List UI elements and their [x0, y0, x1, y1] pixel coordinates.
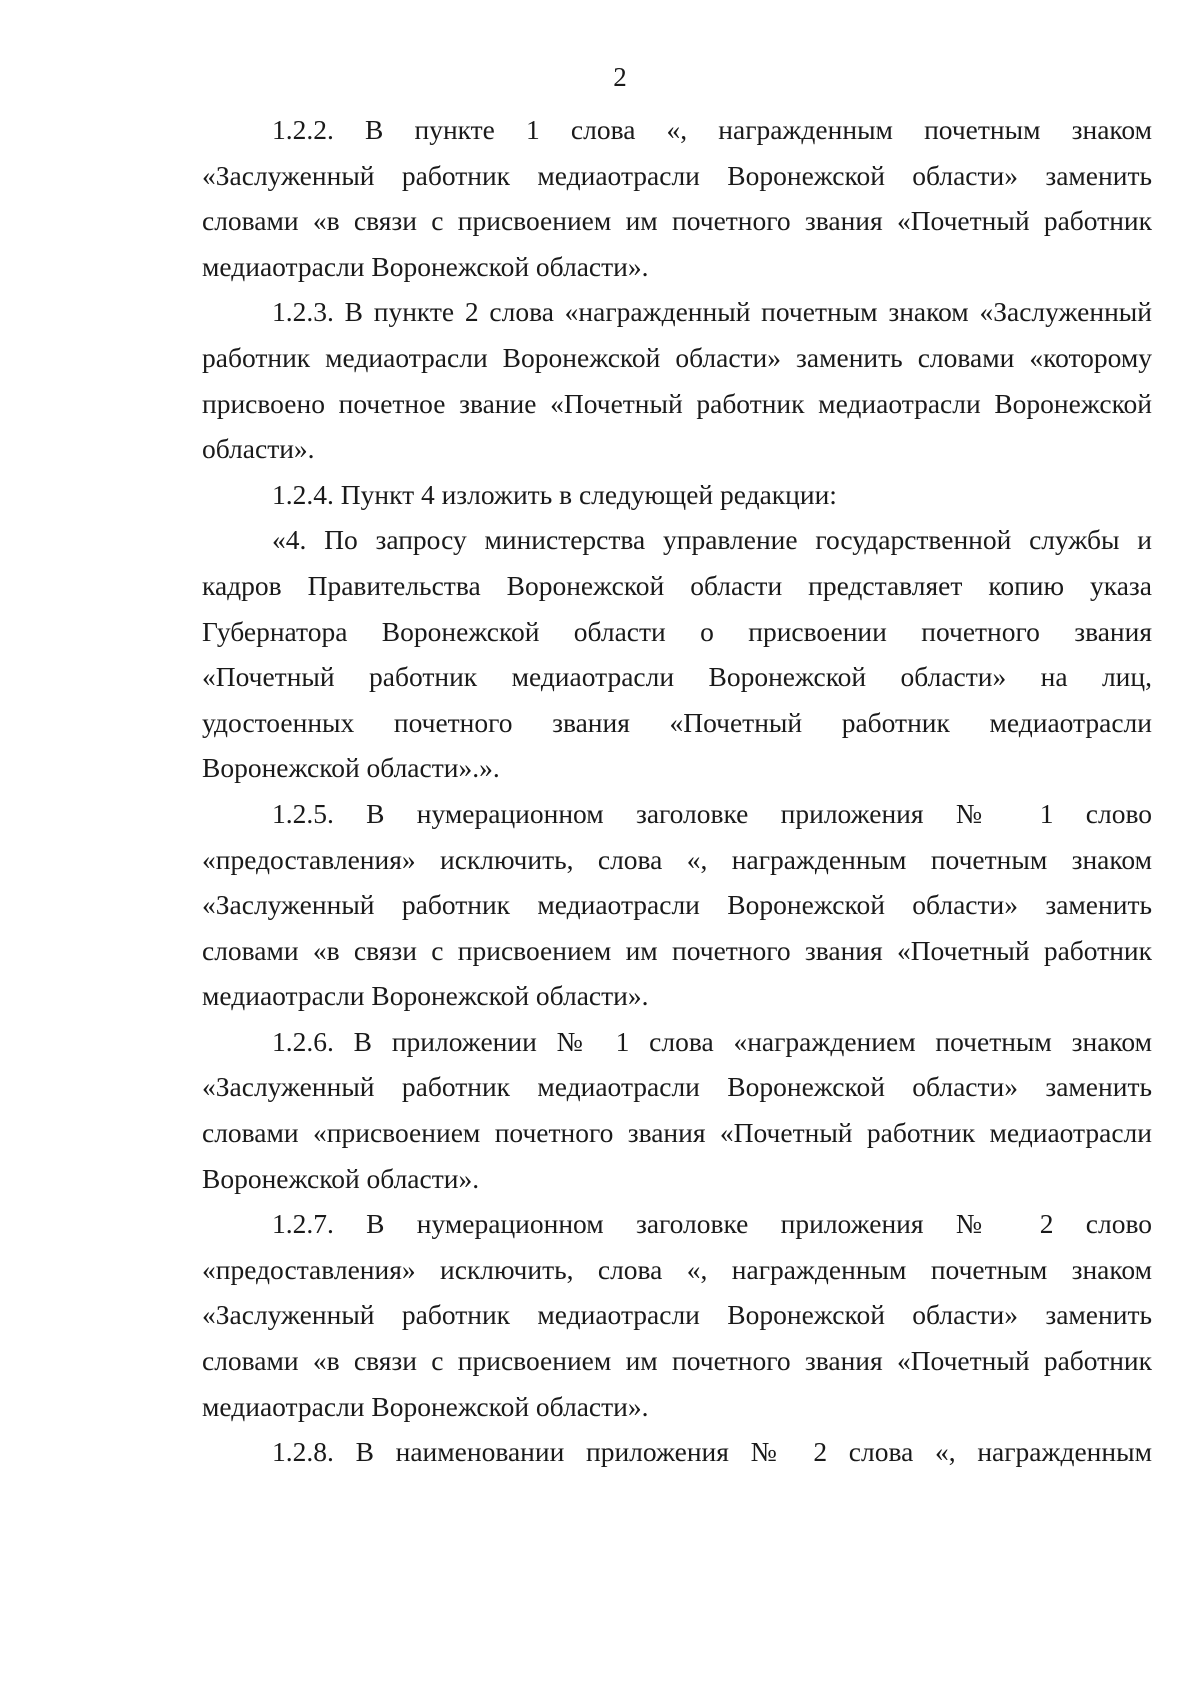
- text-line: «Заслуженный работник медиаотрасли Воронежской области» заменить: [202, 1071, 1152, 1103]
- text-line: «Заслуженный работник медиаотрасли Воронежской области» заменить: [202, 889, 1152, 921]
- text-line: словами «присвоением почетного звания «Почетный работник медиаотрасли: [202, 1117, 1152, 1149]
- text-line: «Заслуженный работник медиаотрасли Воронежской области» заменить: [202, 159, 1152, 191]
- text-line: Воронежской области».: [202, 1162, 480, 1194]
- text-line: «Заслуженный работник медиаотрасли Воронежской области» заменить: [202, 1299, 1152, 1331]
- text-line: 1.2.4. Пункт 4 изложить в следующей редакции:: [272, 478, 837, 510]
- text-line: 1.2.2. В пункте 1 слова «, награжденным почетным знаком: [272, 114, 1152, 145]
- paragraph: [202, 1019, 1152, 1201]
- text-line: медиаотрасли Воронежской области».: [202, 980, 649, 1012]
- paragraph: [202, 517, 1152, 791]
- text-line: кадров Правительства Воронежской области представляет копию указа: [202, 569, 1152, 601]
- text-line: области».: [202, 433, 315, 465]
- text-line: 1.2.7. В нумерационном заголовке приложения № 2 слово: [272, 1208, 1152, 1240]
- text-line: медиаотрасли Воронежской области».: [202, 250, 649, 282]
- text-line: 1.2.6. В приложении № 1 слова «награждением почетным знаком: [272, 1025, 1152, 1057]
- text-line: словами «в связи с присвоением им почетного звания «Почетный работник: [202, 205, 1152, 237]
- text-line: Воронежской области».».: [202, 752, 500, 784]
- text-line: 1.2.5. В нумерационном заголовке приложения № 1 слово: [272, 797, 1152, 829]
- paragraph: [202, 107, 1152, 289]
- text-line: удостоенных почетного звания «Почетный работник медиаотрасли: [202, 706, 1152, 738]
- text-line: Губернатора Воронежской области о присвоении почетного звания: [202, 615, 1152, 647]
- page-number: 2: [613, 62, 627, 92]
- text-line: работник медиаотрасли Воронежской области» заменить словами «которому: [202, 341, 1152, 373]
- text-line: медиаотрасли Воронежской области».: [202, 1390, 649, 1422]
- text-line: «4. По запросу министерства управление государственной службы и: [272, 524, 1152, 556]
- paragraph: [202, 472, 1152, 518]
- text-line: 1.2.3. В пункте 2 слова «награжденный почетным знаком «Заслуженный: [272, 296, 1152, 328]
- text-line: 1.2.8. В наименовании приложения № 2 слова «, награжденным: [272, 1436, 1152, 1468]
- paragraph: [202, 289, 1152, 471]
- text-line: словами «в связи с присвоением им почетного звания «Почетный работник: [202, 934, 1152, 966]
- text-line: «предоставления» исключить, слова «, награжденным почетным знаком: [202, 1253, 1152, 1285]
- paragraph: [202, 791, 1152, 1019]
- text-line: «предоставления» исключить, слова «, награжденным почетным знаком: [202, 843, 1152, 875]
- paragraph: [202, 1201, 1152, 1429]
- document-body: [202, 107, 1152, 1475]
- text-line: словами «в связи с присвоением им почетного звания «Почетный работник: [202, 1345, 1152, 1377]
- paragraph: [202, 1429, 1152, 1475]
- text-line: присвоено почетное звание «Почетный работник медиаотрасли Воронежской: [202, 387, 1152, 419]
- text-line: «Почетный работник медиаотрасли Воронежской области» на лиц,: [202, 661, 1152, 693]
